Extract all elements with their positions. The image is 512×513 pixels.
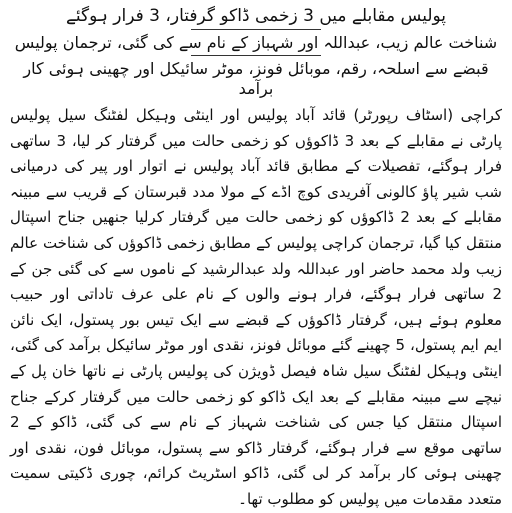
subheadline-1: شناخت عالم زیب، عبداللہ اور شہباز کے نام سے کی گئی، ترجمان پولیس	[14, 33, 498, 52]
subheadline-2: قبضے سے اسلحہ، رقم، موبائل فونز، موٹر سائیکل اور چھینی ہوئی کار برآمد	[23, 59, 489, 98]
headline: پولیس مقابلے میں 3 زخمی ڈاکو گرفتار، 3 فرار ہوگئے	[65, 6, 447, 26]
headline-divider	[191, 29, 321, 30]
subheadline-divider	[191, 55, 321, 56]
headline-block	[10, 6, 502, 99]
article-paragraph: کراچی (اسٹاف رپورٹر) قائد آباد پولیس اور اینٹی وہیکل لفٹنگ سیل پولیس پارٹی نے مقابلے کے بعد 3 ڈاکوؤں کو زخمی حالت میں گرفتار کر لیا، 3 ساتھی فرار ہوگئے، تفصیلات کے مطابق قائد آباد پولیس نے اتوار اور پیر کی درمیانی شب شیر پاؤ کالونی آفریدی کوچ اڈے کے مولا مدد قبرستان کے قریب سے مبینہ مقابلے کے بعد 2 ڈاکوؤں کو زخمی حالت میں گرفتار کرلیا جنھیں جناح اسپتال منتقل کیا گیا، ترجمان کراچی پولیس کے مطابق زخمی ڈاکوؤں کی شناخت عالم زیب ولد محمد حاضر اور عبداللہ ولد عبدالرشید کے ناموں سے کی گئی جن کے 2 ساتھی فرار ہوگئے، فرار ہونے والوں کے نام علی عرف تاداتی اور حبیب معلوم ہوئے ہیں، گرفتار ڈاکوؤں کے قبضے سے ایک تیس بور پستول، ایک نائن ایم ایم پستول، 5 چھینے گئے موبائل فونز، نقدی اور موٹر سائیکل برآمد کی گئی، اینٹی وہیکل لفٹنگ سیل شاہ فیصل ڈویژن کی پولیس پارٹی نے ناتھا خان پل کے نیچے سے مبینہ مقابلے کے بعد ایک ڈاکو کو زخمی حالت میں گرفتار کرکے جناح اسپتال منتقل کیا جس کی شناخت شہباز کے نام سے کی گئی، ڈاکو کے 2 ساتھی موقع سے فرار ہوگئے، گرفتار ڈاکو سے پستول، موبائل فون، نقدی اور چھینی ہوئی کار برآمد کر لی گئی، ڈاکو اسٹریٹ کرائم، چوری ڈکیتی سمیت متعدد مقدمات میں پولیس کو مطلوب تھا۔	[10, 106, 503, 508]
article-body	[10, 103, 502, 513]
